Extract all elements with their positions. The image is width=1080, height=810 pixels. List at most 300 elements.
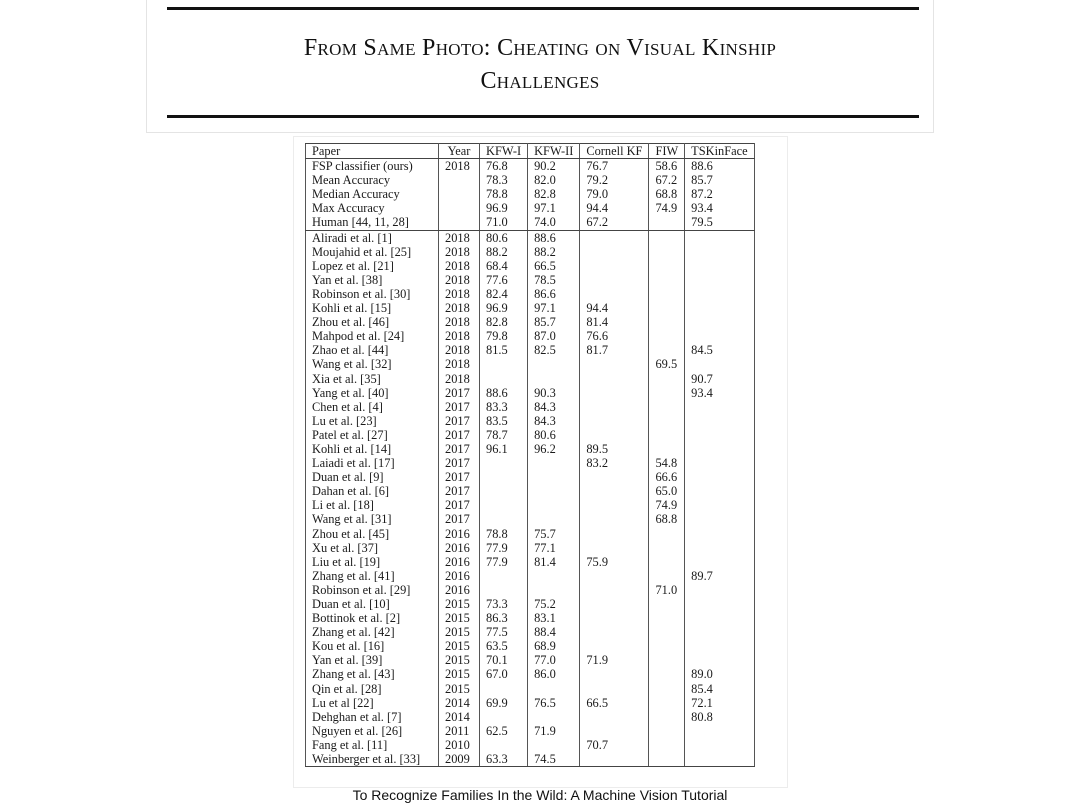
cell-cornell — [580, 484, 649, 498]
cell-paper: Lopez et al. [21] — [306, 259, 439, 273]
table-row — [306, 386, 755, 400]
cell-cornell — [580, 527, 649, 541]
cell-tskinface — [685, 738, 754, 752]
cell-tskinface — [685, 653, 754, 667]
cell-kfw1: 78.8 — [480, 527, 528, 541]
cell-kfw1: 73.3 — [480, 597, 528, 611]
cell-kfw2: 88.6 — [528, 230, 580, 245]
cell-fiw — [649, 259, 685, 273]
cell-year: 2018 — [439, 273, 480, 287]
cell-cornell: 70.7 — [580, 738, 649, 752]
cell-kfw2 — [528, 583, 580, 597]
cell-cornell — [580, 498, 649, 512]
table-row — [306, 357, 755, 371]
cell-year: 2018 — [439, 287, 480, 301]
cell-kfw2: 96.2 — [528, 442, 580, 456]
cell-tskinface: 84.5 — [685, 343, 754, 357]
table-row — [306, 230, 755, 245]
table-body — [306, 159, 755, 767]
cell-fiw — [649, 400, 685, 414]
table-row — [306, 527, 755, 541]
cell-fiw: 54.8 — [649, 456, 685, 470]
cell-cornell: 76.6 — [580, 329, 649, 343]
cell-year — [439, 215, 480, 230]
cell-kfw1: 96.9 — [480, 201, 528, 215]
cell-kfw1: 77.9 — [480, 541, 528, 555]
cell-year: 2010 — [439, 738, 480, 752]
table-row — [306, 273, 755, 287]
cell-year: 2015 — [439, 611, 480, 625]
cell-kfw1: 82.8 — [480, 315, 528, 329]
cell-kfw1 — [480, 569, 528, 583]
cell-year: 2016 — [439, 569, 480, 583]
cell-kfw1: 68.4 — [480, 259, 528, 273]
cell-paper: Yan et al. [39] — [306, 653, 439, 667]
cell-kfw1: 63.5 — [480, 639, 528, 653]
cell-cornell: 66.5 — [580, 696, 649, 710]
cell-kfw2: 84.3 — [528, 400, 580, 414]
cell-kfw2 — [528, 484, 580, 498]
cell-fiw — [649, 541, 685, 555]
cell-tskinface: 90.7 — [685, 372, 754, 386]
cell-year: 2015 — [439, 625, 480, 639]
cell-paper: Chen et al. [4] — [306, 400, 439, 414]
cell-year: 2014 — [439, 696, 480, 710]
cell-cornell — [580, 259, 649, 273]
cell-paper: Moujahid et al. [25] — [306, 245, 439, 259]
cell-tskinface — [685, 230, 754, 245]
cell-tskinface — [685, 456, 754, 470]
cell-paper: Zhou et al. [46] — [306, 315, 439, 329]
cell-fiw — [649, 569, 685, 583]
table-row — [306, 569, 755, 583]
cell-tskinface: 85.4 — [685, 682, 754, 696]
cell-year: 2018 — [439, 159, 480, 174]
cell-paper: Li et al. [18] — [306, 498, 439, 512]
cell-paper: Zhou et al. [45] — [306, 527, 439, 541]
table-row — [306, 724, 755, 738]
table-row — [306, 667, 755, 681]
cell-paper: Liu et al. [19] — [306, 555, 439, 569]
cell-kfw2: 90.2 — [528, 159, 580, 174]
cell-kfw2: 74.0 — [528, 215, 580, 230]
cell-paper: Weinberger et al. [33] — [306, 752, 439, 767]
table-row — [306, 625, 755, 639]
cell-year: 2015 — [439, 653, 480, 667]
cell-year: 2018 — [439, 315, 480, 329]
cell-paper: Zhang et al. [43] — [306, 667, 439, 681]
cell-paper: Duan et al. [10] — [306, 597, 439, 611]
cell-tskinface: 87.2 — [685, 187, 754, 201]
cell-tskinface — [685, 512, 754, 526]
cell-kfw1: 62.5 — [480, 724, 528, 738]
cell-tskinface — [685, 752, 754, 767]
cell-kfw2: 90.3 — [528, 386, 580, 400]
cell-tskinface: 89.0 — [685, 667, 754, 681]
cell-kfw2 — [528, 682, 580, 696]
table-row — [306, 512, 755, 526]
cell-kfw2 — [528, 512, 580, 526]
cell-kfw2: 75.7 — [528, 527, 580, 541]
cell-paper: Patel et al. [27] — [306, 428, 439, 442]
cell-kfw1: 78.3 — [480, 173, 528, 187]
cell-kfw1: 86.3 — [480, 611, 528, 625]
cell-kfw1: 81.5 — [480, 343, 528, 357]
table-row — [306, 541, 755, 555]
table-row — [306, 583, 755, 597]
cell-cornell — [580, 583, 649, 597]
cell-year: 2015 — [439, 682, 480, 696]
cell-cornell: 67.2 — [580, 215, 649, 230]
cell-cornell — [580, 611, 649, 625]
summary-row — [306, 173, 755, 187]
cell-fiw — [649, 442, 685, 456]
bottom-rule — [167, 115, 919, 118]
cell-year: 2014 — [439, 710, 480, 724]
cell-tskinface — [685, 527, 754, 541]
cell-paper: Mahpod et al. [24] — [306, 329, 439, 343]
cell-tskinface — [685, 611, 754, 625]
cell-paper: Max Accuracy — [306, 201, 439, 215]
cell-kfw2: 80.6 — [528, 428, 580, 442]
cell-kfw2: 88.4 — [528, 625, 580, 639]
cell-kfw1: 78.8 — [480, 187, 528, 201]
summary-row — [306, 159, 755, 174]
cell-fiw — [649, 611, 685, 625]
cell-cornell: 75.9 — [580, 555, 649, 569]
cell-kfw1 — [480, 512, 528, 526]
cell-kfw2: 85.7 — [528, 315, 580, 329]
cell-paper: Mean Accuracy — [306, 173, 439, 187]
cell-tskinface — [685, 470, 754, 484]
cell-kfw2: 81.4 — [528, 555, 580, 569]
cell-kfw1 — [480, 470, 528, 484]
table-row — [306, 555, 755, 569]
cell-paper: Fang et al. [11] — [306, 738, 439, 752]
cell-tskinface: 80.8 — [685, 710, 754, 724]
cell-cornell: 81.7 — [580, 343, 649, 357]
cell-fiw — [649, 245, 685, 259]
cell-paper: Wang et al. [31] — [306, 512, 439, 526]
cell-kfw1: 78.7 — [480, 428, 528, 442]
cell-tskinface — [685, 245, 754, 259]
cell-kfw2: 82.0 — [528, 173, 580, 187]
cell-paper: Yan et al. [38] — [306, 273, 439, 287]
cell-fiw — [649, 597, 685, 611]
cell-kfw1 — [480, 357, 528, 371]
cell-paper: Zhao et al. [44] — [306, 343, 439, 357]
cell-cornell — [580, 414, 649, 428]
cell-fiw — [649, 696, 685, 710]
cell-tskinface — [685, 357, 754, 371]
cell-tskinface: 79.5 — [685, 215, 754, 230]
cell-cornell — [580, 569, 649, 583]
cell-paper: Kohli et al. [15] — [306, 301, 439, 315]
cell-cornell — [580, 667, 649, 681]
cell-tskinface: 89.7 — [685, 569, 754, 583]
cell-paper: Duan et al. [9] — [306, 470, 439, 484]
cell-tskinface — [685, 273, 754, 287]
cell-paper: Lu et al. [23] — [306, 414, 439, 428]
cell-tskinface — [685, 498, 754, 512]
cell-tskinface — [685, 555, 754, 569]
cell-kfw2: 75.2 — [528, 597, 580, 611]
cell-kfw2: 82.5 — [528, 343, 580, 357]
table-row — [306, 287, 755, 301]
cell-kfw1: 70.1 — [480, 653, 528, 667]
table-row — [306, 696, 755, 710]
cell-tskinface: 93.4 — [685, 201, 754, 215]
table-row — [306, 259, 755, 273]
cell-year: 2017 — [439, 470, 480, 484]
cell-fiw — [649, 372, 685, 386]
cell-year: 2018 — [439, 329, 480, 343]
cell-fiw: 68.8 — [649, 512, 685, 526]
cell-year: 2018 — [439, 343, 480, 357]
cell-kfw2: 71.9 — [528, 724, 580, 738]
cell-kfw2 — [528, 569, 580, 583]
table-row — [306, 301, 755, 315]
cell-paper: Bottinok et al. [2] — [306, 611, 439, 625]
cell-kfw2 — [528, 372, 580, 386]
cell-kfw1 — [480, 710, 528, 724]
cell-tskinface — [685, 400, 754, 414]
cell-kfw2 — [528, 456, 580, 470]
table-row — [306, 653, 755, 667]
table-row — [306, 456, 755, 470]
cell-kfw2: 88.2 — [528, 245, 580, 259]
cell-year: 2009 — [439, 752, 480, 767]
cell-kfw2: 97.1 — [528, 301, 580, 315]
cell-tskinface — [685, 428, 754, 442]
cell-paper: Yang et al. [40] — [306, 386, 439, 400]
cell-cornell — [580, 230, 649, 245]
cell-tskinface — [685, 442, 754, 456]
header-paper: Paper — [306, 144, 439, 159]
cell-fiw — [649, 738, 685, 752]
cell-kfw2: 77.1 — [528, 541, 580, 555]
table-row — [306, 428, 755, 442]
cell-fiw — [649, 667, 685, 681]
cell-kfw1: 96.9 — [480, 301, 528, 315]
cell-kfw1 — [480, 738, 528, 752]
cell-kfw1 — [480, 498, 528, 512]
title-line-1: From Same Photo: Cheating on Visual Kinship — [303, 35, 777, 61]
cell-kfw1: 88.2 — [480, 245, 528, 259]
cell-year: 2018 — [439, 259, 480, 273]
cell-cornell — [580, 752, 649, 767]
cell-fiw — [649, 287, 685, 301]
cell-cornell — [580, 639, 649, 653]
cell-paper: Xu et al. [37] — [306, 541, 439, 555]
cell-year: 2016 — [439, 541, 480, 555]
table-row — [306, 597, 755, 611]
cell-tskinface — [685, 301, 754, 315]
cell-cornell — [580, 724, 649, 738]
table-row — [306, 315, 755, 329]
cell-kfw2: 68.9 — [528, 639, 580, 653]
cell-kfw1: 77.9 — [480, 555, 528, 569]
cell-fiw: 68.8 — [649, 187, 685, 201]
cell-fiw — [649, 414, 685, 428]
cell-fiw — [649, 625, 685, 639]
cell-year: 2017 — [439, 400, 480, 414]
cell-paper: Human [44, 11, 28] — [306, 215, 439, 230]
cell-kfw2 — [528, 738, 580, 752]
cell-kfw1: 77.6 — [480, 273, 528, 287]
cell-paper: Robinson et al. [30] — [306, 287, 439, 301]
table-row — [306, 470, 755, 484]
cell-cornell — [580, 470, 649, 484]
cell-year — [439, 187, 480, 201]
table-row — [306, 710, 755, 724]
table-row — [306, 611, 755, 625]
cell-cornell: 89.5 — [580, 442, 649, 456]
cell-year: 2017 — [439, 414, 480, 428]
cell-year: 2017 — [439, 484, 480, 498]
cell-fiw: 65.0 — [649, 484, 685, 498]
cell-kfw1: 96.1 — [480, 442, 528, 456]
table-row — [306, 484, 755, 498]
cell-fiw — [649, 343, 685, 357]
cell-year: 2016 — [439, 555, 480, 569]
cell-year — [439, 173, 480, 187]
cell-cornell: 79.0 — [580, 187, 649, 201]
cell-fiw: 66.6 — [649, 470, 685, 484]
cell-paper: Zhang et al. [42] — [306, 625, 439, 639]
cell-tskinface — [685, 329, 754, 343]
cell-paper: Robinson et al. [29] — [306, 583, 439, 597]
header-fiw: FIW — [649, 144, 685, 159]
cell-year: 2018 — [439, 357, 480, 371]
cell-kfw1: 76.8 — [480, 159, 528, 174]
cell-fiw: 74.9 — [649, 498, 685, 512]
cell-kfw1: 79.8 — [480, 329, 528, 343]
cell-kfw1: 82.4 — [480, 287, 528, 301]
cell-cornell: 94.4 — [580, 301, 649, 315]
cell-cornell — [580, 710, 649, 724]
cell-year — [439, 201, 480, 215]
table-row — [306, 682, 755, 696]
cell-fiw — [649, 752, 685, 767]
cell-fiw — [649, 682, 685, 696]
cell-kfw2: 76.5 — [528, 696, 580, 710]
cell-year: 2018 — [439, 245, 480, 259]
cell-fiw: 58.6 — [649, 159, 685, 174]
cell-tskinface — [685, 287, 754, 301]
cell-tskinface: 72.1 — [685, 696, 754, 710]
cell-year: 2015 — [439, 597, 480, 611]
header-tskinface: TSKinFace — [685, 144, 754, 159]
cell-kfw1 — [480, 372, 528, 386]
cell-year: 2018 — [439, 372, 480, 386]
cell-tskinface: 85.7 — [685, 173, 754, 187]
cell-kfw2: 74.5 — [528, 752, 580, 767]
cell-fiw — [649, 215, 685, 230]
cell-kfw1 — [480, 583, 528, 597]
cell-fiw — [649, 639, 685, 653]
slide-caption: To Recognize Families In the Wild: A Machine Vision Tutorial — [352, 787, 728, 803]
cell-fiw — [649, 329, 685, 343]
cell-fiw — [649, 527, 685, 541]
cell-cornell: 76.7 — [580, 159, 649, 174]
cell-kfw1: 80.6 — [480, 230, 528, 245]
cell-kfw1: 88.6 — [480, 386, 528, 400]
cell-paper: FSP classifier (ours) — [306, 159, 439, 174]
cell-cornell — [580, 245, 649, 259]
cell-fiw — [649, 230, 685, 245]
cell-tskinface — [685, 625, 754, 639]
cell-cornell: 81.4 — [580, 315, 649, 329]
cell-fiw — [649, 710, 685, 724]
cell-tskinface — [685, 541, 754, 555]
cell-kfw2: 86.6 — [528, 287, 580, 301]
cell-year: 2018 — [439, 230, 480, 245]
cell-fiw — [649, 653, 685, 667]
cell-cornell — [580, 287, 649, 301]
cell-cornell: 83.2 — [580, 456, 649, 470]
cell-tskinface — [685, 315, 754, 329]
cell-kfw1: 71.0 — [480, 215, 528, 230]
title-card — [146, 0, 934, 133]
cell-kfw1 — [480, 456, 528, 470]
cell-fiw — [649, 428, 685, 442]
cell-paper: Aliradi et al. [1] — [306, 230, 439, 245]
cell-year: 2015 — [439, 667, 480, 681]
kinship-results-table — [305, 143, 755, 767]
header-cornell: Cornell KF — [580, 144, 649, 159]
cell-tskinface — [685, 414, 754, 428]
cell-paper: Laiadi et al. [17] — [306, 456, 439, 470]
cell-fiw: 69.5 — [649, 357, 685, 371]
cell-paper: Lu et al [22] — [306, 696, 439, 710]
summary-row — [306, 201, 755, 215]
table-row — [306, 372, 755, 386]
table-row — [306, 245, 755, 259]
cell-fiw: 74.9 — [649, 201, 685, 215]
cell-year: 2011 — [439, 724, 480, 738]
table-row — [306, 498, 755, 512]
cell-paper: Dahan et al. [6] — [306, 484, 439, 498]
cell-cornell: 71.9 — [580, 653, 649, 667]
cell-cornell — [580, 682, 649, 696]
summary-row — [306, 187, 755, 201]
cell-cornell — [580, 428, 649, 442]
cell-cornell: 79.2 — [580, 173, 649, 187]
table-row — [306, 639, 755, 653]
table-row — [306, 414, 755, 428]
cell-kfw2 — [528, 710, 580, 724]
cell-kfw2 — [528, 357, 580, 371]
table-row — [306, 442, 755, 456]
cell-fiw — [649, 386, 685, 400]
header-year: Year — [439, 144, 480, 159]
results-table-card — [293, 136, 788, 788]
cell-year: 2016 — [439, 583, 480, 597]
cell-paper: Kohli et al. [14] — [306, 442, 439, 456]
cell-tskinface — [685, 583, 754, 597]
cell-cornell: 94.4 — [580, 201, 649, 215]
cell-kfw2: 77.0 — [528, 653, 580, 667]
cell-tskinface — [685, 484, 754, 498]
cell-year: 2017 — [439, 428, 480, 442]
cell-tskinface — [685, 724, 754, 738]
cell-fiw — [649, 555, 685, 569]
cell-paper: Xia et al. [35] — [306, 372, 439, 386]
cell-kfw2: 66.5 — [528, 259, 580, 273]
cell-cornell — [580, 400, 649, 414]
table-row — [306, 738, 755, 752]
